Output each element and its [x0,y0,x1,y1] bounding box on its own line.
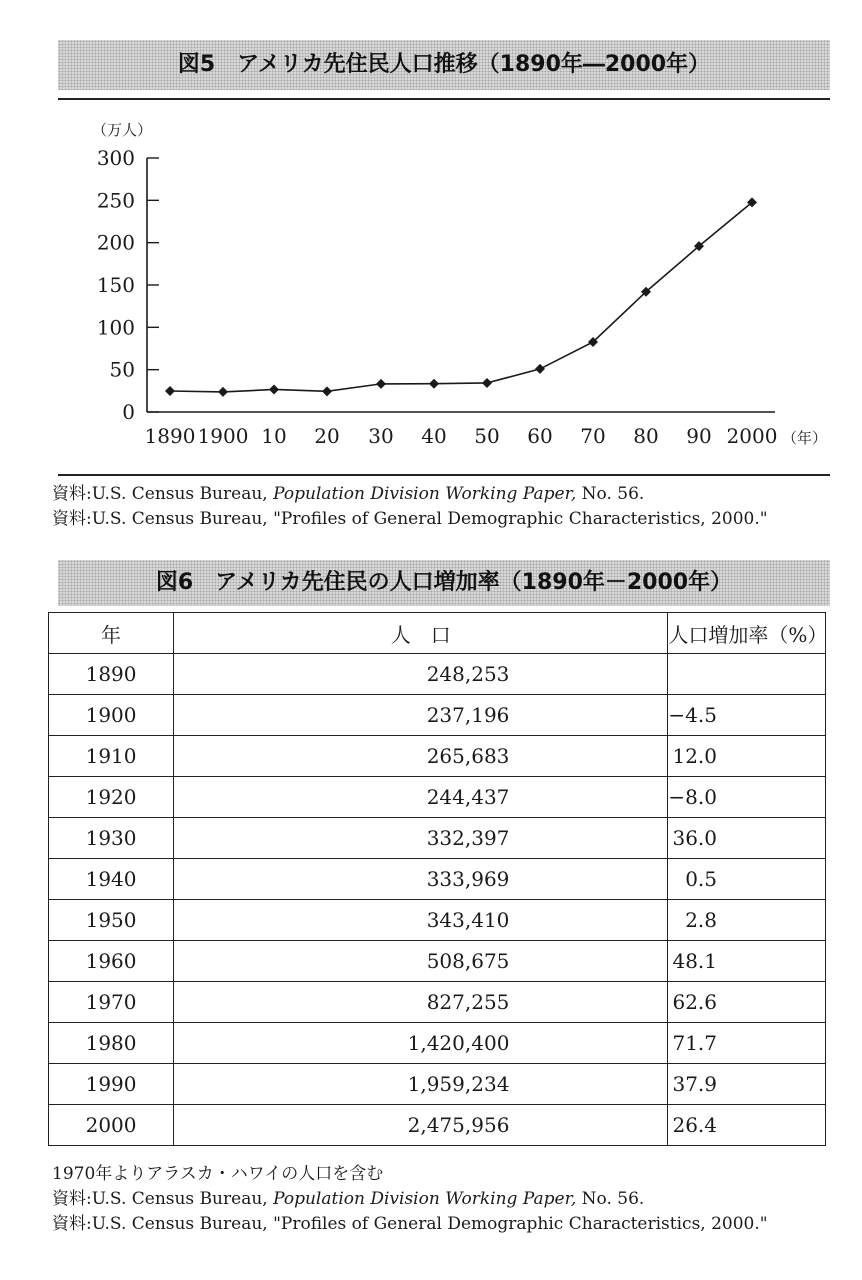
table-row [49,695,826,736]
source-suffix: No. 56. [576,1189,645,1209]
source-prefix: 資料:U.S. Census Bureau, "Profiles of General Demographic Characteristics, 2000." [52,1214,768,1234]
source-italic: Population Division Working Paper, [273,1189,577,1209]
cell-rate: 26.4 [668,1105,826,1146]
fig6-title: 図6 アメリカ先住民の人口増加率（1890年－2000年） [58,560,830,606]
table-row [49,654,826,695]
fig6-notes [52,1162,768,1237]
header-population: 人 口 [174,613,668,654]
x-tick-label: 20 [314,424,340,448]
cell-population: 508,675 [174,941,668,982]
cell-year: 1890 [49,654,174,695]
source-prefix: 資料:U.S. Census Bureau, [52,484,274,504]
x-tick-label: 80 [633,424,659,448]
cell-rate [668,654,826,695]
cell-rate: 62.6 [668,982,826,1023]
data-point [165,386,175,396]
cell-population: 1,420,400 [174,1023,668,1064]
fig5-line-chart [0,0,862,470]
cell-year: 1950 [49,900,174,941]
cell-rate: 48.1 [668,941,826,982]
cell-year: 1960 [49,941,174,982]
source-prefix: 資料:U.S. Census Bureau, [52,1189,274,1209]
table-row [49,941,826,982]
data-point [376,379,386,389]
x-tick-label: 2000 [726,424,778,448]
data-point [218,387,228,397]
table-row [49,777,826,818]
cell-rate: 37.9 [668,1064,826,1105]
header-year: 年 [49,613,174,654]
cell-year: 1990 [49,1064,174,1105]
fig5-title: 図5 アメリカ先住民人口推移（1890年―2000年） [58,40,830,90]
cell-population: 244,437 [174,777,668,818]
data-point [535,364,545,374]
x-tick-label: 50 [474,424,500,448]
cell-rate: 2.8 [668,900,826,941]
cell-rate: 0.5 [668,859,826,900]
y-tick-label: 150 [96,273,135,297]
x-tick-label: 90 [686,424,712,448]
table-row [49,1105,826,1146]
cell-year: 2000 [49,1105,174,1146]
y-tick-label: 250 [96,188,135,213]
source-suffix: No. 56. [576,484,645,504]
cell-population: 1,959,234 [174,1064,668,1105]
y-tick-label: 0 [122,400,135,424]
cell-population: 265,683 [174,736,668,777]
x-tick-label: 70 [580,424,606,448]
x-tick-label: 1890 [144,424,196,448]
y-tick-label: 300 [96,146,135,170]
x-tick-label: 30 [368,424,394,448]
source-italic: Population Division Working Paper, [273,484,577,504]
fig5-bottom-rule [58,474,830,476]
cell-population: 2,475,956 [174,1105,668,1146]
source-prefix: 資料:U.S. Census Bureau, "Profiles of General Demographic Characteristics, 2000." [52,509,768,529]
data-point [322,386,332,396]
cell-population: 343,410 [174,900,668,941]
fig6-source-1 [52,1187,768,1212]
data-point [269,384,279,394]
data-point [429,379,439,389]
cell-rate: −8.0 [668,777,826,818]
cell-year: 1930 [49,818,174,859]
table-row [49,900,826,941]
table-row [49,1064,826,1105]
y-tick-label: 200 [96,230,135,255]
table-row [49,1023,826,1064]
cell-rate: 71.7 [668,1023,826,1064]
cell-rate: 12.0 [668,736,826,777]
cell-year: 1980 [49,1023,174,1064]
x-tick-label: 10 [261,424,287,448]
x-tick-label: 60 [527,424,553,448]
fig5-source-2 [52,508,768,531]
cell-population: 827,255 [174,982,668,1023]
y-tick-label: 50 [109,357,135,382]
cell-population: 332,397 [174,818,668,859]
x-tick-label: 40 [421,424,447,448]
cell-year: 1900 [49,695,174,736]
cell-year: 1940 [49,859,174,900]
cell-population: 333,969 [174,859,668,900]
data-point [482,378,492,388]
fig6-table [48,612,826,1146]
header-rate: 人口増加率（%） [668,613,826,654]
table-row [49,736,826,777]
cell-population: 237,196 [174,695,668,736]
table-header-row [49,613,826,654]
cell-year: 1920 [49,777,174,818]
cell-rate: 36.0 [668,818,826,859]
fig6-source-2 [52,1212,768,1237]
table-row [49,859,826,900]
fig5-source-1 [52,483,644,506]
x-unit-label: （年） [782,429,828,447]
series-line [170,202,752,392]
x-tick-label: 1900 [197,424,249,448]
cell-year: 1910 [49,736,174,777]
cell-rate: −4.5 [668,695,826,736]
fig6-note: 1970年よりアラスカ・ハワイの人口を含む [52,1164,384,1184]
table-row [49,982,826,1023]
y-unit-label: （万人） [92,121,153,139]
cell-year: 1970 [49,982,174,1023]
cell-population: 248,253 [174,654,668,695]
y-tick-label: 100 [96,315,135,340]
table-row [49,818,826,859]
